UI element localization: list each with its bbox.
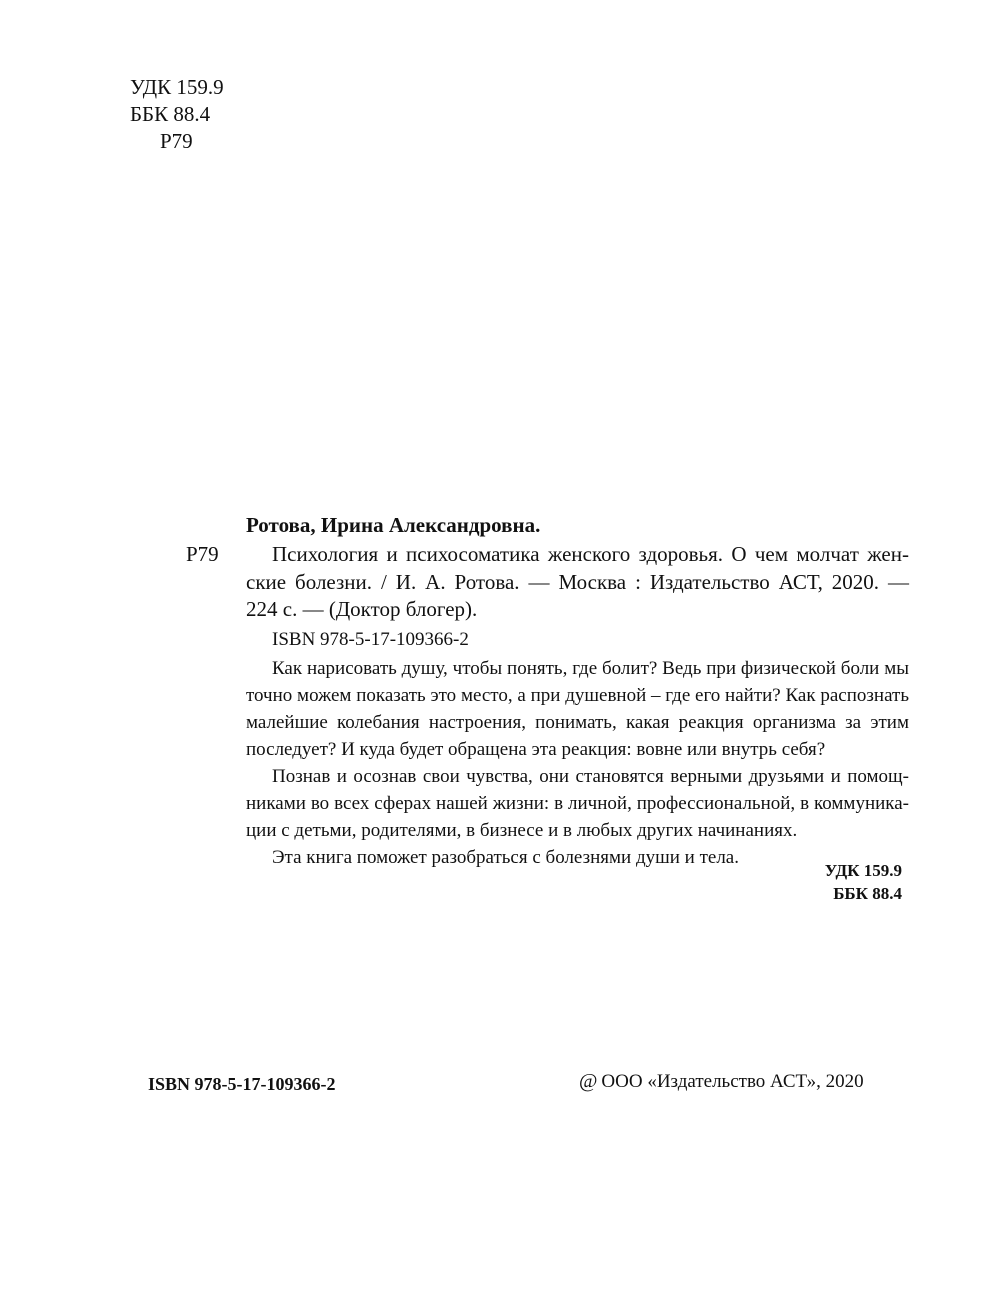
annotation-line: Как нарисовать душу, чтобы понять, где болит? Ведь при физической боли мы bbox=[272, 658, 909, 679]
footer-bbk-code: ББК 88.4 bbox=[833, 884, 902, 903]
annotation-line: последует? И куда будет обращена эта реакция: вовне или внутрь себя? bbox=[246, 739, 826, 760]
copyright-notice bbox=[579, 1070, 864, 1093]
author-mark: Р79 bbox=[160, 129, 193, 153]
author-heading: Ротова, Ирина Александровна. bbox=[246, 513, 541, 537]
copyright-text: ООО «Издательство АСТ», 2020 bbox=[601, 1071, 864, 1092]
annotation-line: точно можем показать это место, а при душевной – где его найти? Как распознать bbox=[246, 685, 909, 706]
entry-line-1: Психология и психосоматика женского здоровья. О чем молчат жен- bbox=[272, 542, 909, 566]
annotation-line: ции с детьми, родителями, в бизнесе и в любых других начинаниях. bbox=[246, 820, 798, 841]
udk-code: УДК 159.9 bbox=[130, 75, 224, 99]
footer-classification-codes bbox=[780, 859, 902, 905]
annotation-line: никами во всех сферах нашей жизни: в личной, профессиональной, в коммуника- bbox=[246, 793, 909, 814]
annotation-paragraph-1 bbox=[246, 655, 909, 763]
top-classification-codes bbox=[130, 74, 224, 155]
entry-isbn: ISBN 978-5-17-109366-2 bbox=[272, 629, 469, 650]
annotation-paragraph-2 bbox=[246, 763, 909, 844]
bibliographic-entry bbox=[246, 541, 909, 624]
bbk-code: ББК 88.4 bbox=[130, 102, 211, 126]
footer-udk-code: УДК 159.9 bbox=[824, 861, 902, 880]
entry-line-2: ские болезни. / И. А. Ротова. — Москва : Издательство АСТ, 2020. — bbox=[246, 569, 909, 594]
copyright-symbol: @ bbox=[579, 1070, 598, 1092]
annotation-line: Эта книга поможет разобраться с болезнями души и тела. bbox=[272, 847, 739, 868]
annotation-line: Познав и осознав свои чувства, они становятся верными друзьями и помощ- bbox=[272, 766, 909, 787]
bottom-isbn: ISBN 978-5-17-109366-2 bbox=[148, 1074, 336, 1094]
entry-author-mark: Р79 bbox=[186, 542, 219, 566]
entry-line-3: 224 с. — (Доктор блогер). bbox=[246, 597, 478, 621]
annotation bbox=[246, 655, 909, 871]
annotation-line: малейшие колебания настроения, понимать, какая реакция организма за этим bbox=[246, 712, 909, 733]
